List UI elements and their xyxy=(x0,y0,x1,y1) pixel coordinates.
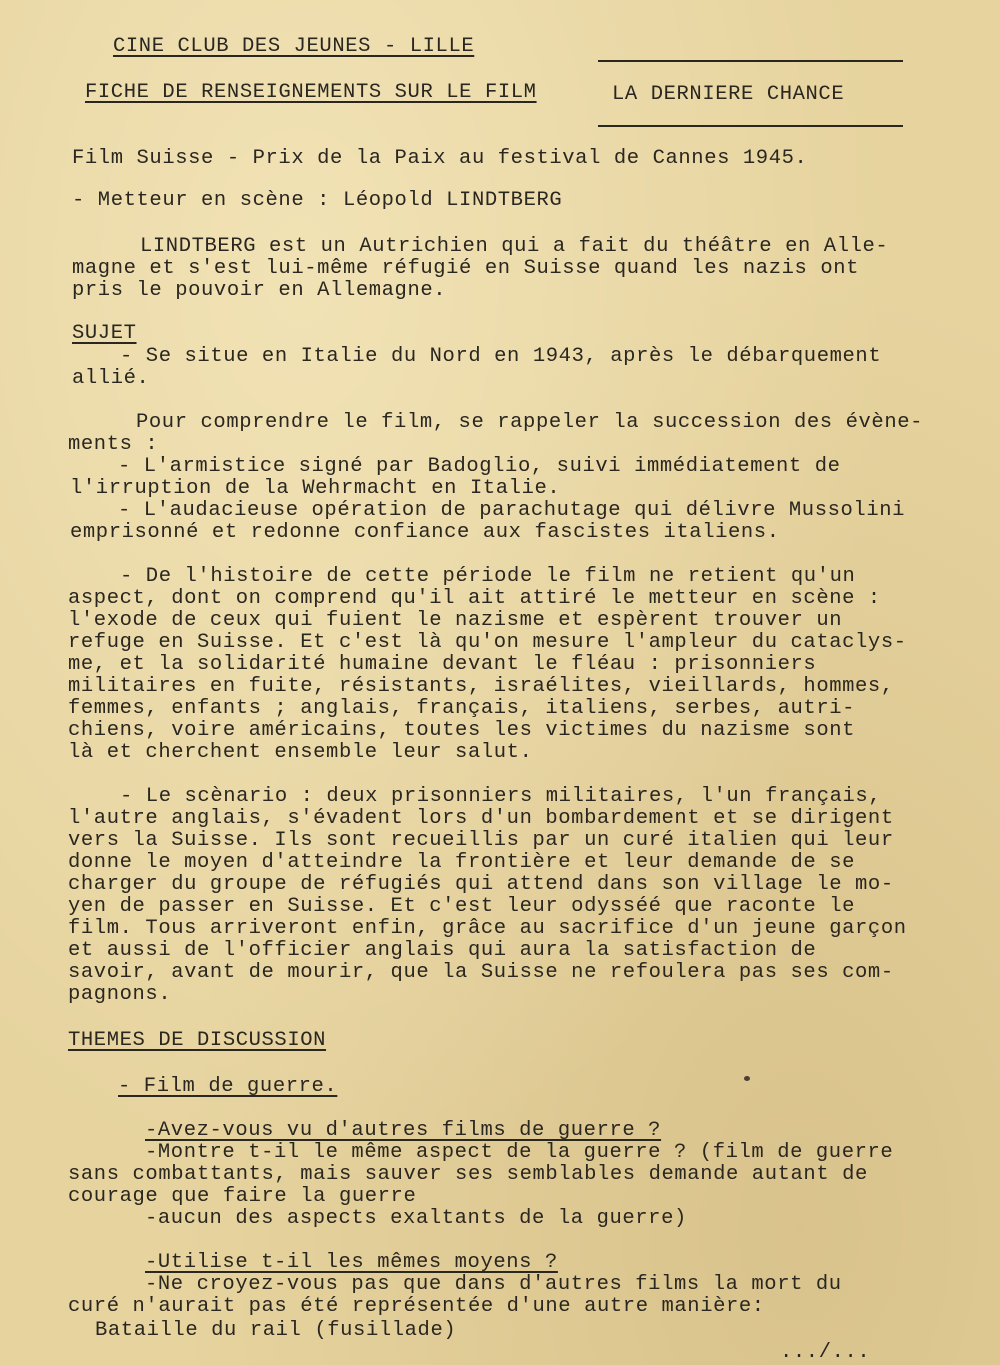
histoire-line: femmes, enfants ; anglais, français, italiens, serbes, autri- xyxy=(68,697,856,720)
histoire-line: militaires en fuite, résistants, israélites, vieillards, hommes, xyxy=(68,675,894,698)
scenario-line: et aussi de l'officier anglais qui aura la satisfaction de xyxy=(68,939,817,962)
scenario-line: - Le scènario : deux prisonniers militaires, l'un français, xyxy=(120,785,882,808)
histoire-line: me, et la solidarité humaine devant le fléau : prisonniers xyxy=(68,653,817,676)
bio-line: magne et s'est lui-même réfugié en Suisse quand les nazis ont xyxy=(72,257,860,280)
events-line: - L'audacieuse opération de parachutage qui délivre Mussolini xyxy=(118,499,906,522)
film-title: LA DERNIERE CHANCE xyxy=(612,83,845,106)
question-heading: -Avez-vous vu d'autres films de guerre ? xyxy=(145,1119,662,1142)
scenario-line: pagnons. xyxy=(68,983,172,1006)
scenario-line: savoir, avant de mourir, que la Suisse ne refoulera pas ses com- xyxy=(68,961,894,984)
histoire-line: chiens, voire américains, toutes les victimes du nazisme sont xyxy=(68,719,856,742)
scenario-line: vers la Suisse. Ils sont recueillis par un curé italien qui leur xyxy=(68,829,894,852)
director-line: - Metteur en scène : Léopold LINDTBERG xyxy=(72,189,563,212)
question-line: curé n'aurait pas été représentée d'une autre manière: xyxy=(68,1295,765,1318)
question-line: -Ne croyez-vous pas que dans d'autres films la mort du xyxy=(145,1273,842,1296)
scenario-line: yen de passer en Suisse. Et c'est leur odysséé que raconte le xyxy=(68,895,856,918)
prize-line: Film Suisse - Prix de la Paix au festival de Cannes 1945. xyxy=(72,147,808,170)
sujet-heading: SUJET xyxy=(72,322,137,345)
histoire-line: refuge en Suisse. Et c'est là qu'on mesure l'ampleur du cataclys- xyxy=(68,631,907,654)
question-heading: -Utilise t-il les mêmes moyens ? xyxy=(145,1251,558,1274)
club-name: CINE CLUB DES JEUNES - LILLE xyxy=(113,35,475,58)
scenario-line: film. Tous arriveront enfin, grâce au sacrifice d'un jeune garçon xyxy=(68,917,907,940)
events-line: - L'armistice signé par Badoglio, suivi immédiatement de xyxy=(118,455,841,478)
film-guerre-heading: - Film de guerre. xyxy=(118,1075,338,1098)
bio-line: LINDTBERG est un Autrichien qui a fait du théâtre en Alle- xyxy=(140,235,889,258)
question-line: sans combattants, mais sauver ses semblables demande autant de xyxy=(68,1163,868,1186)
title-top-rule xyxy=(598,60,903,62)
events-line: emprisonné et redonne confiance aux fascistes italiens. xyxy=(70,521,780,544)
histoire-line: l'exode de ceux qui fuient le nazisme et espèrent trouver un xyxy=(68,609,843,632)
scenario-line: charger du groupe de réfugiés qui attend dans son village le mo- xyxy=(68,873,894,896)
sujet-line: allié. xyxy=(72,367,150,390)
bio-line: pris le pouvoir en Allemagne. xyxy=(72,279,447,302)
scenario-line: l'autre anglais, s'évadent lors d'un bombardement et se dirigent xyxy=(68,807,894,830)
continued-marker: .../... xyxy=(780,1341,871,1364)
fiche-heading: FICHE DE RENSEIGNEMENTS SUR LE FILM xyxy=(85,81,537,104)
events-line: l'irruption de la Wehrmacht en Italie. xyxy=(70,477,561,500)
events-line: Pour comprendre le film, se rappeler la succession des évène- xyxy=(136,411,924,434)
themes-heading: THEMES DE DISCUSSION xyxy=(68,1029,327,1052)
sujet-line: - Se situe en Italie du Nord en 1943, après le débarquement xyxy=(120,345,882,368)
question-line: courage que faire la guerre xyxy=(68,1185,417,1208)
question-line: Bataille du rail (fusillade) xyxy=(95,1319,457,1342)
question-line: -Montre t-il le même aspect de la guerre ? (film de guerre xyxy=(145,1141,894,1164)
histoire-line: - De l'histoire de cette période le film ne retient qu'un xyxy=(120,565,856,588)
title-bottom-rule xyxy=(598,125,903,127)
scenario-line: donne le moyen d'atteindre la frontière et leur demande de se xyxy=(68,851,856,874)
ink-speck xyxy=(744,1076,750,1081)
question-line: -aucun des aspects exaltants de la guerre) xyxy=(145,1207,687,1230)
histoire-line: aspect, dont on comprend qu'il ait attiré le metteur en scène : xyxy=(68,587,881,610)
histoire-line: là et cherchent ensemble leur salut. xyxy=(68,741,533,764)
events-line: ments : xyxy=(68,433,159,456)
